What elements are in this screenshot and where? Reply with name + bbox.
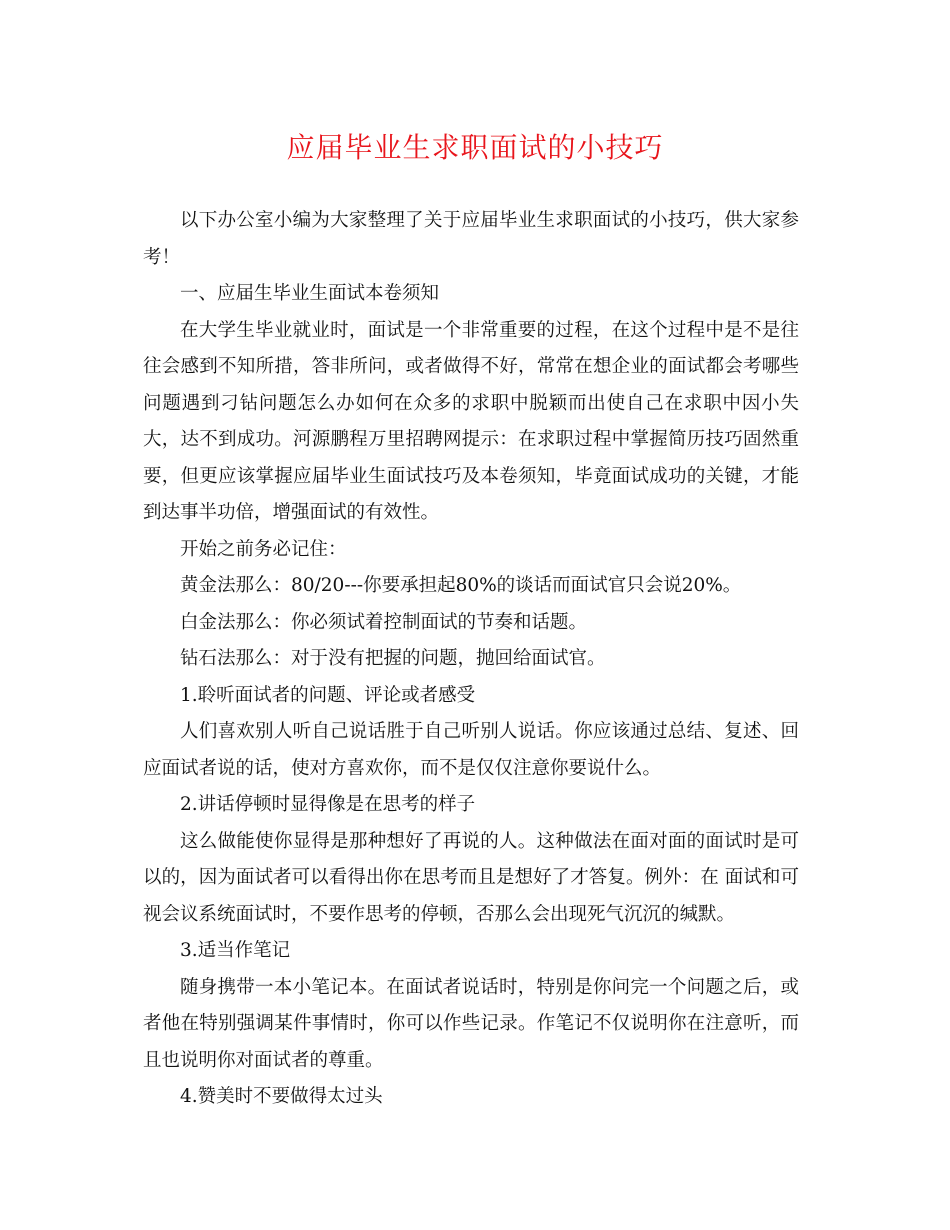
paragraph-remember: 开始之前务必记住：: [180, 538, 347, 560]
tip-heading-2: 2.讲话停顿时显得像是在思考的样子: [180, 794, 476, 815]
paragraph-intro: 以下办公室小编为大家整理了关于应届毕业生求职面试的小技巧，供大家参考！: [143, 210, 799, 268]
rule-platinum: 白金法那么：你必须试着控制面试的节奏和话题。: [180, 611, 588, 633]
tip-body-1: 人们喜欢别人听自己说话胜于自己听别人说话。你应该通过总结、复述、回应面试者说的话，使对方喜欢你，而不是仅仅注意你要说什么。: [143, 721, 799, 779]
rule-diamond: 钻石法那么：对于没有把握的问题，抛回给面试官。: [180, 648, 606, 669]
rule-gold: 黄金法那么：80/20---你要承担起80%的谈话而面试官只会说20%。: [180, 575, 742, 596]
tip-body-3: 随身携带一本小笔记本。在面试者说话时，特别是你问完一个问题之后，或者他在特别强调某件事情时，你可以作些记录。作笔记不仅说明你在注意听，而且也说明你对面试者的尊重。: [143, 976, 799, 1071]
tip-heading-3: 3.适当作笔记: [180, 940, 291, 961]
document-body: [143, 203, 799, 1116]
tip-body-2: 这么做能使你显得是那种想好了再说的人。这种做法在面对面的面试时是可以的，因为面试者可以看得出你在思考而且是想好了才答复。例外：在 面试和可视会议系统面试时，不要作思考的停顿，否那么会出现死气沉沉的缄默。: [143, 830, 799, 925]
section-heading-1: 一、应届生毕业生面试本卷须知: [180, 283, 440, 304]
tip-heading-4: 4.赞美时不要做得太过头: [180, 1086, 383, 1107]
document-title: 应届毕业生求职面试的小技巧: [286, 131, 664, 164]
paragraph-overview: 在大学生毕业就业时，面试是一个非常重要的过程，在这个过程中是不是往往会感到不知所措，答非所问，或者做得不好，常常在想企业的面试都会考哪些问题遇到刁钻问题怎么办如何在众多的求职中脱颖而出使自己在求职中因小失大，达不到成功。河源鹏程万里招聘网提示：在求职过程中掌握简历技巧固然重要，但更应该掌握应届毕业生面试技巧及本卷须知，毕竟面试成功的关键，才能到达事半功倍，增强面试的有效性。: [143, 319, 799, 523]
tip-heading-1: 1.聆听面试者的问题、评论或者感受: [180, 684, 476, 706]
